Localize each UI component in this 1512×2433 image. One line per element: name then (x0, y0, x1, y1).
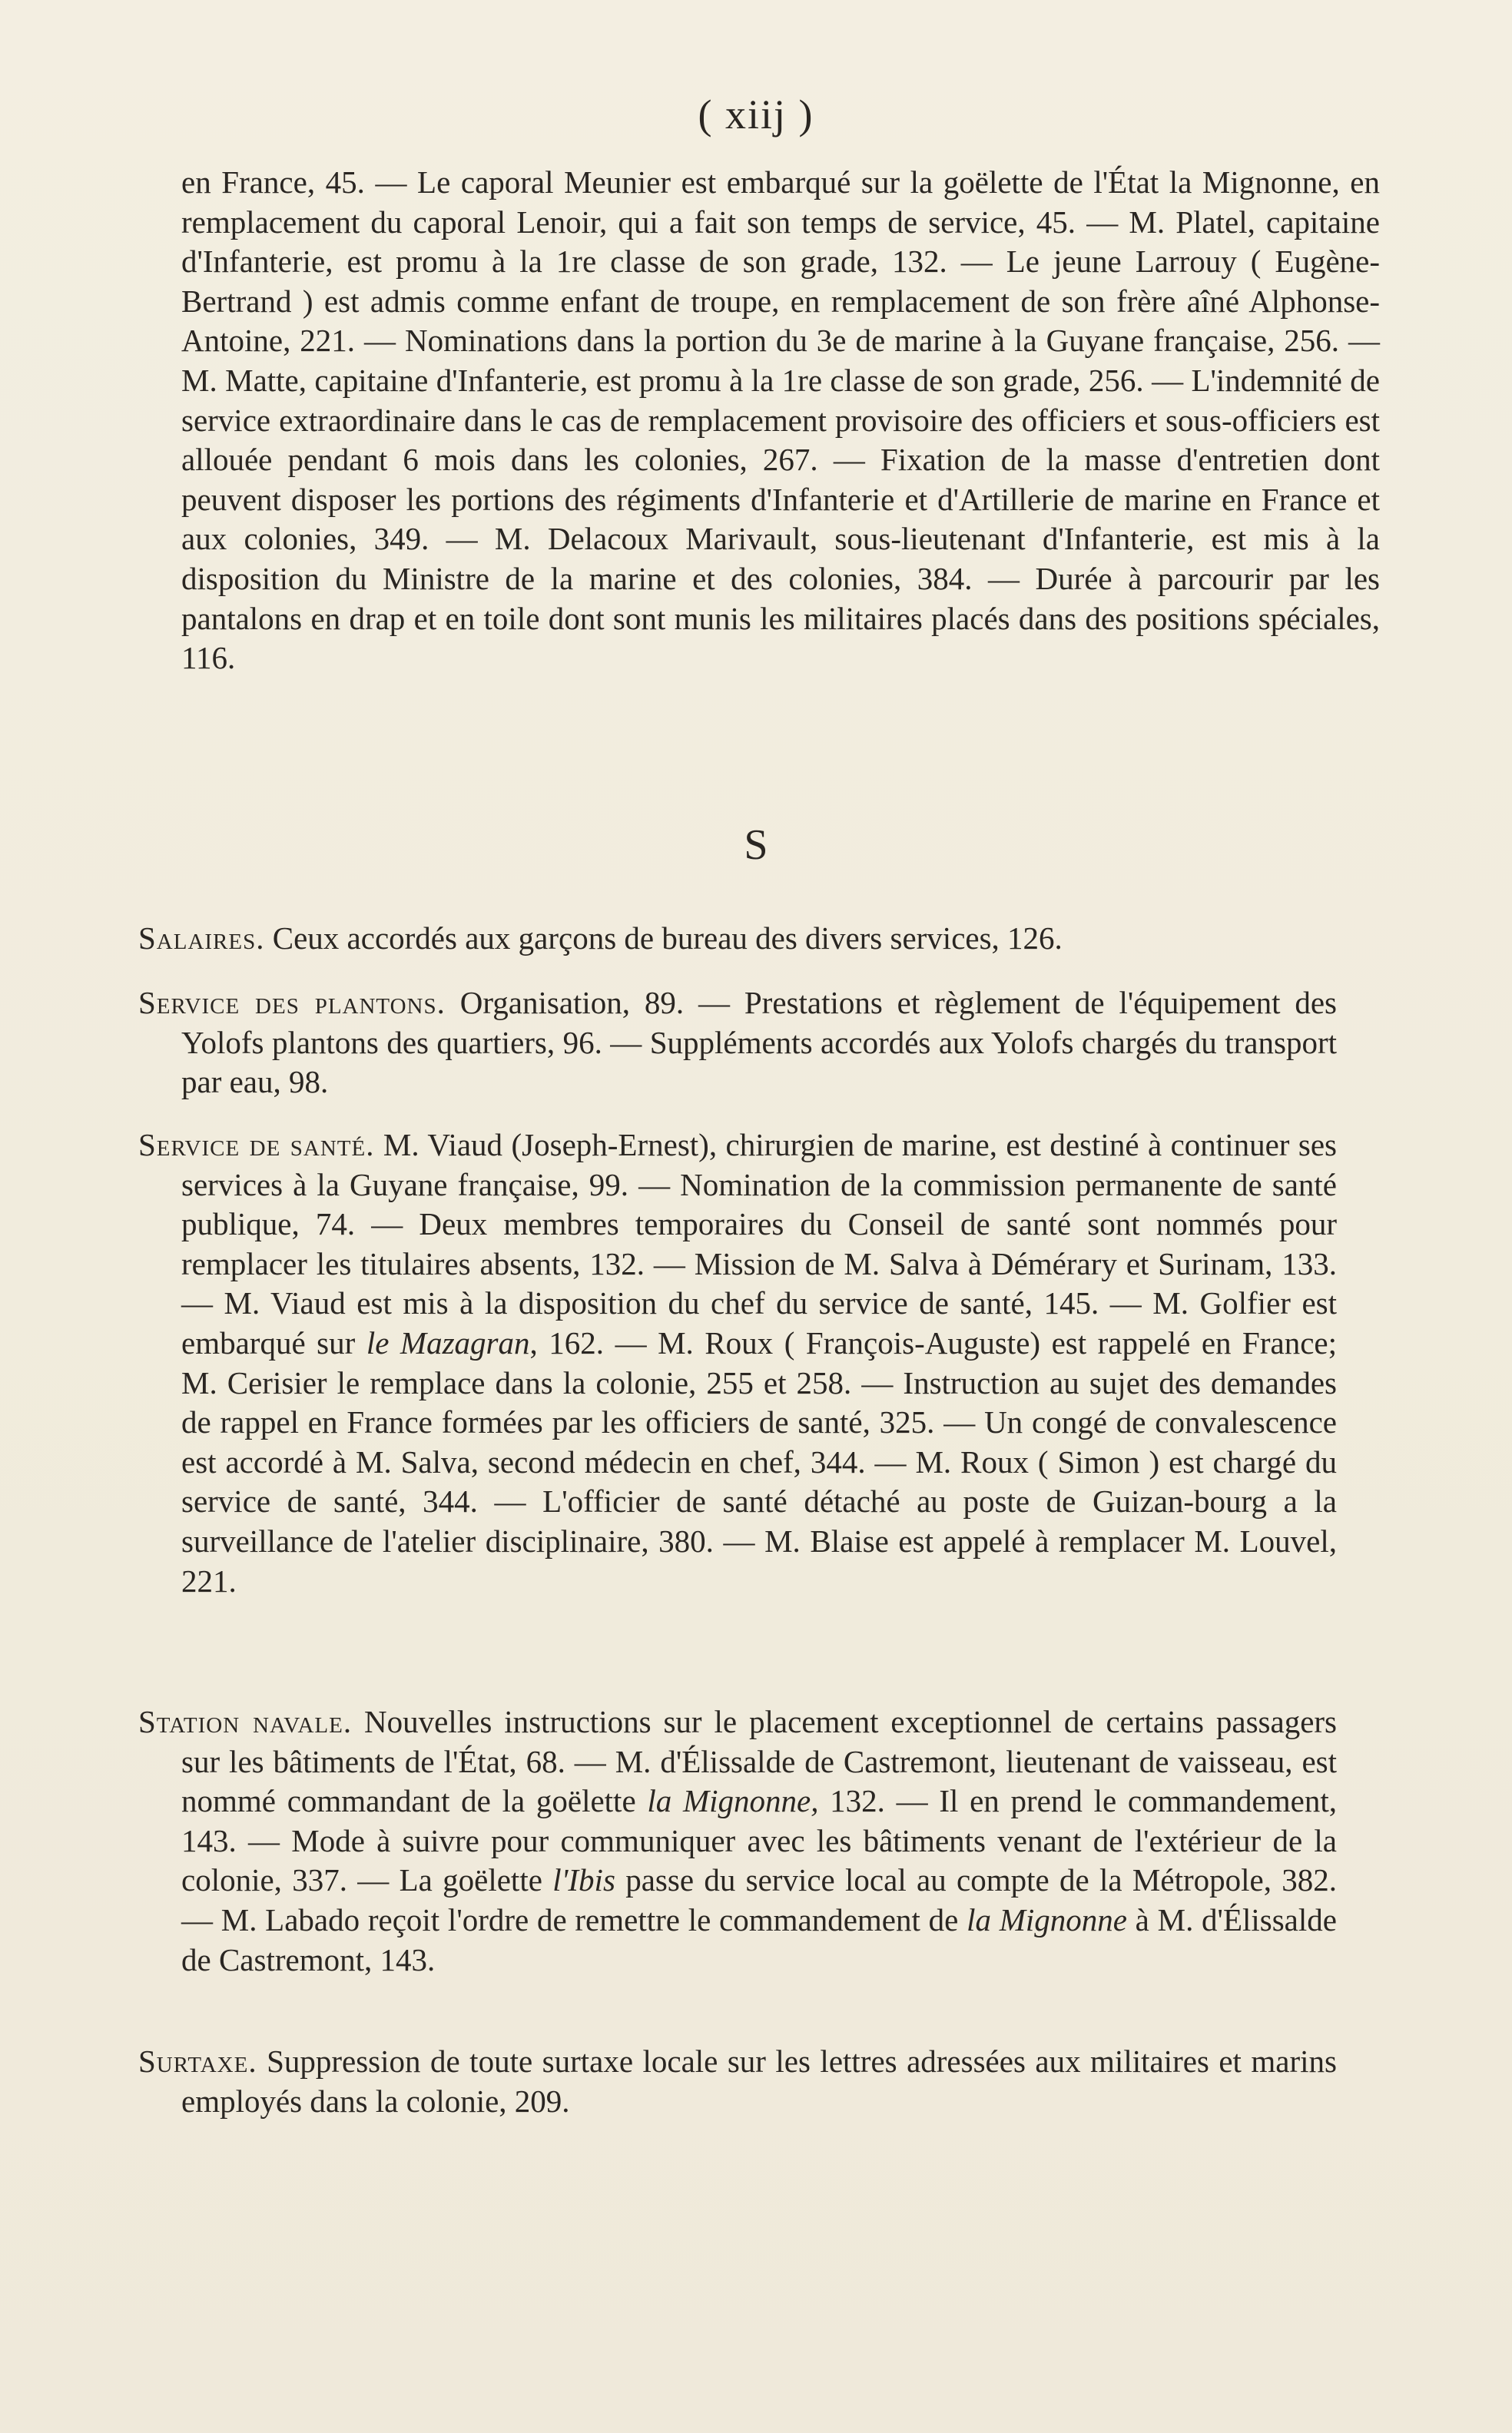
entry-heading: Service des plantons. (138, 985, 446, 1020)
entry-text: M. Viaud (Joseph-Ernest), chirurgien de marine, est destiné à continuer ses services à la Guyane française, 99. — Nomination de la commission permanente de santé publique, 74. — Deux membres temporaires du Conseil de santé sont nommés pour remplacer les titulaires absents, 132. — Mission de M. Salva à Démérary et Surinam, 133. — M. Viaud est mis à la disposition du chef du service de santé, 145. — M. Golfier est embarqué sur (181, 1127, 1338, 1361)
ship-name: la Mignonne, (647, 1783, 819, 1819)
entry-text: Organisation, 89. — Prestations et règlement de l'équipement des Yolofs plantons des quartiers, 96. — Suppléments accordés aux Yolofs chargés du transport par eau, 98. (181, 985, 1337, 1100)
section-letter: S (744, 821, 768, 869)
ship-name: la Mignonne (967, 1901, 1127, 1937)
continued-entry-text: en France, 45. — Le caporal Meunier est embarqué sur la goëlette de l'État la Mignonne, en remplacement du caporal Lenoir, qui a fait son temps de service, 45. — M. Platel, capitaine d'Infanterie, est promu à la 1re classe de son grade, 132. — Le jeune Larrouy ( Eugène-Bertrand ) est admis comme enfant de troupe, en remplacement de son frère aîné Alphonse-Antoine, 221. — Nominations dans la portion du 3e de marine à la Guyane française, 256. — M. Matte, capitaine d'Infanterie, est promu à la 1re classe de son grade, 256. — L'indemnité de service extraordinaire dans le cas de remplacement provisoire des officiers et sous-officiers est allouée pendant 6 mois dans les colonies, 267. — Fixation de la masse d'entretien dont peuvent disposer les portions des régiments d'Infanterie et d'Artillerie de marine en France et aux colonies, 349. — M. Delacoux Marivault, sous-lieutenant d'Infanterie, est mis à la disposition du Ministre de la marine et des colonies, 384. — Durée à parcourir par les pantalons en drap et en toile dont sont munis les militaires placés dans des positions spéciales, 116. (181, 164, 1380, 676)
entry-text: Ceux accordés aux garçons de bureau des divers services, 126. (272, 920, 1063, 956)
entry-text: passe du service local au compte de la Métropole, 382. — M. Labado reçoit l'ordre de remettre le commandement de (181, 1862, 1338, 1937)
index-entry-service-de-sante (138, 1125, 1337, 1601)
ship-name: l'Ibis (552, 1862, 615, 1898)
index-entry-surtaxe (138, 2042, 1337, 2121)
entry-text: 132. — Il en prend le commandement, 143. — Mode à suivre pour communiquer avec les bâtiments venant de l'extérieur de la colonie, 337. — La goëlette (181, 1783, 1337, 1898)
entry-heading: Station navale. (138, 1704, 353, 1739)
page-folio: ( xiij ) (698, 91, 814, 138)
entry-text: à M. d'Élissalde de Castremont, 143. (181, 1901, 1337, 1977)
entry-heading: Service de santé. (138, 1127, 375, 1162)
ship-name: le Mazagran (366, 1324, 530, 1361)
entry-text: Suppression de toute surtaxe locale sur les lettres adressées aux militaires et marins employés dans la colonie, 209. (181, 2044, 1338, 2119)
index-entry-salaires (138, 919, 1337, 959)
entry-text: , 162. — M. Roux ( François-Auguste) est rappelé en France; M. Cerisier le remplace dans la colonie, 255 et 258. — Instruction au sujet des demandes de rappel en France formées par les officiers de santé, 325. — Un congé de convalescence est accordé à M. Salva, second médecin en chef, 344. — M. Roux ( Simon ) est chargé du service de santé, 344. — L'officier de santé détaché au poste de Guizan-bourg a la surveillance de l'atelier disciplinaire, 380. — M. Blaise est appelé à remplacer M. Louvel, 221. (181, 1324, 1337, 1599)
index-entry-service-des-plantons (138, 983, 1337, 1102)
entry-heading: Surtaxe. (138, 2044, 257, 2079)
entry-heading: Salaires. (138, 920, 265, 956)
entry-text: Nouvelles instructions sur le placement exceptionnel de certains passagers sur les bâtiments de l'État, 68. — M. d'Élissalde de Castremont, lieutenant de vaisseau, est nommé commandant de la goëlette (181, 1704, 1337, 1819)
index-entry-station-navale (138, 1702, 1337, 1980)
